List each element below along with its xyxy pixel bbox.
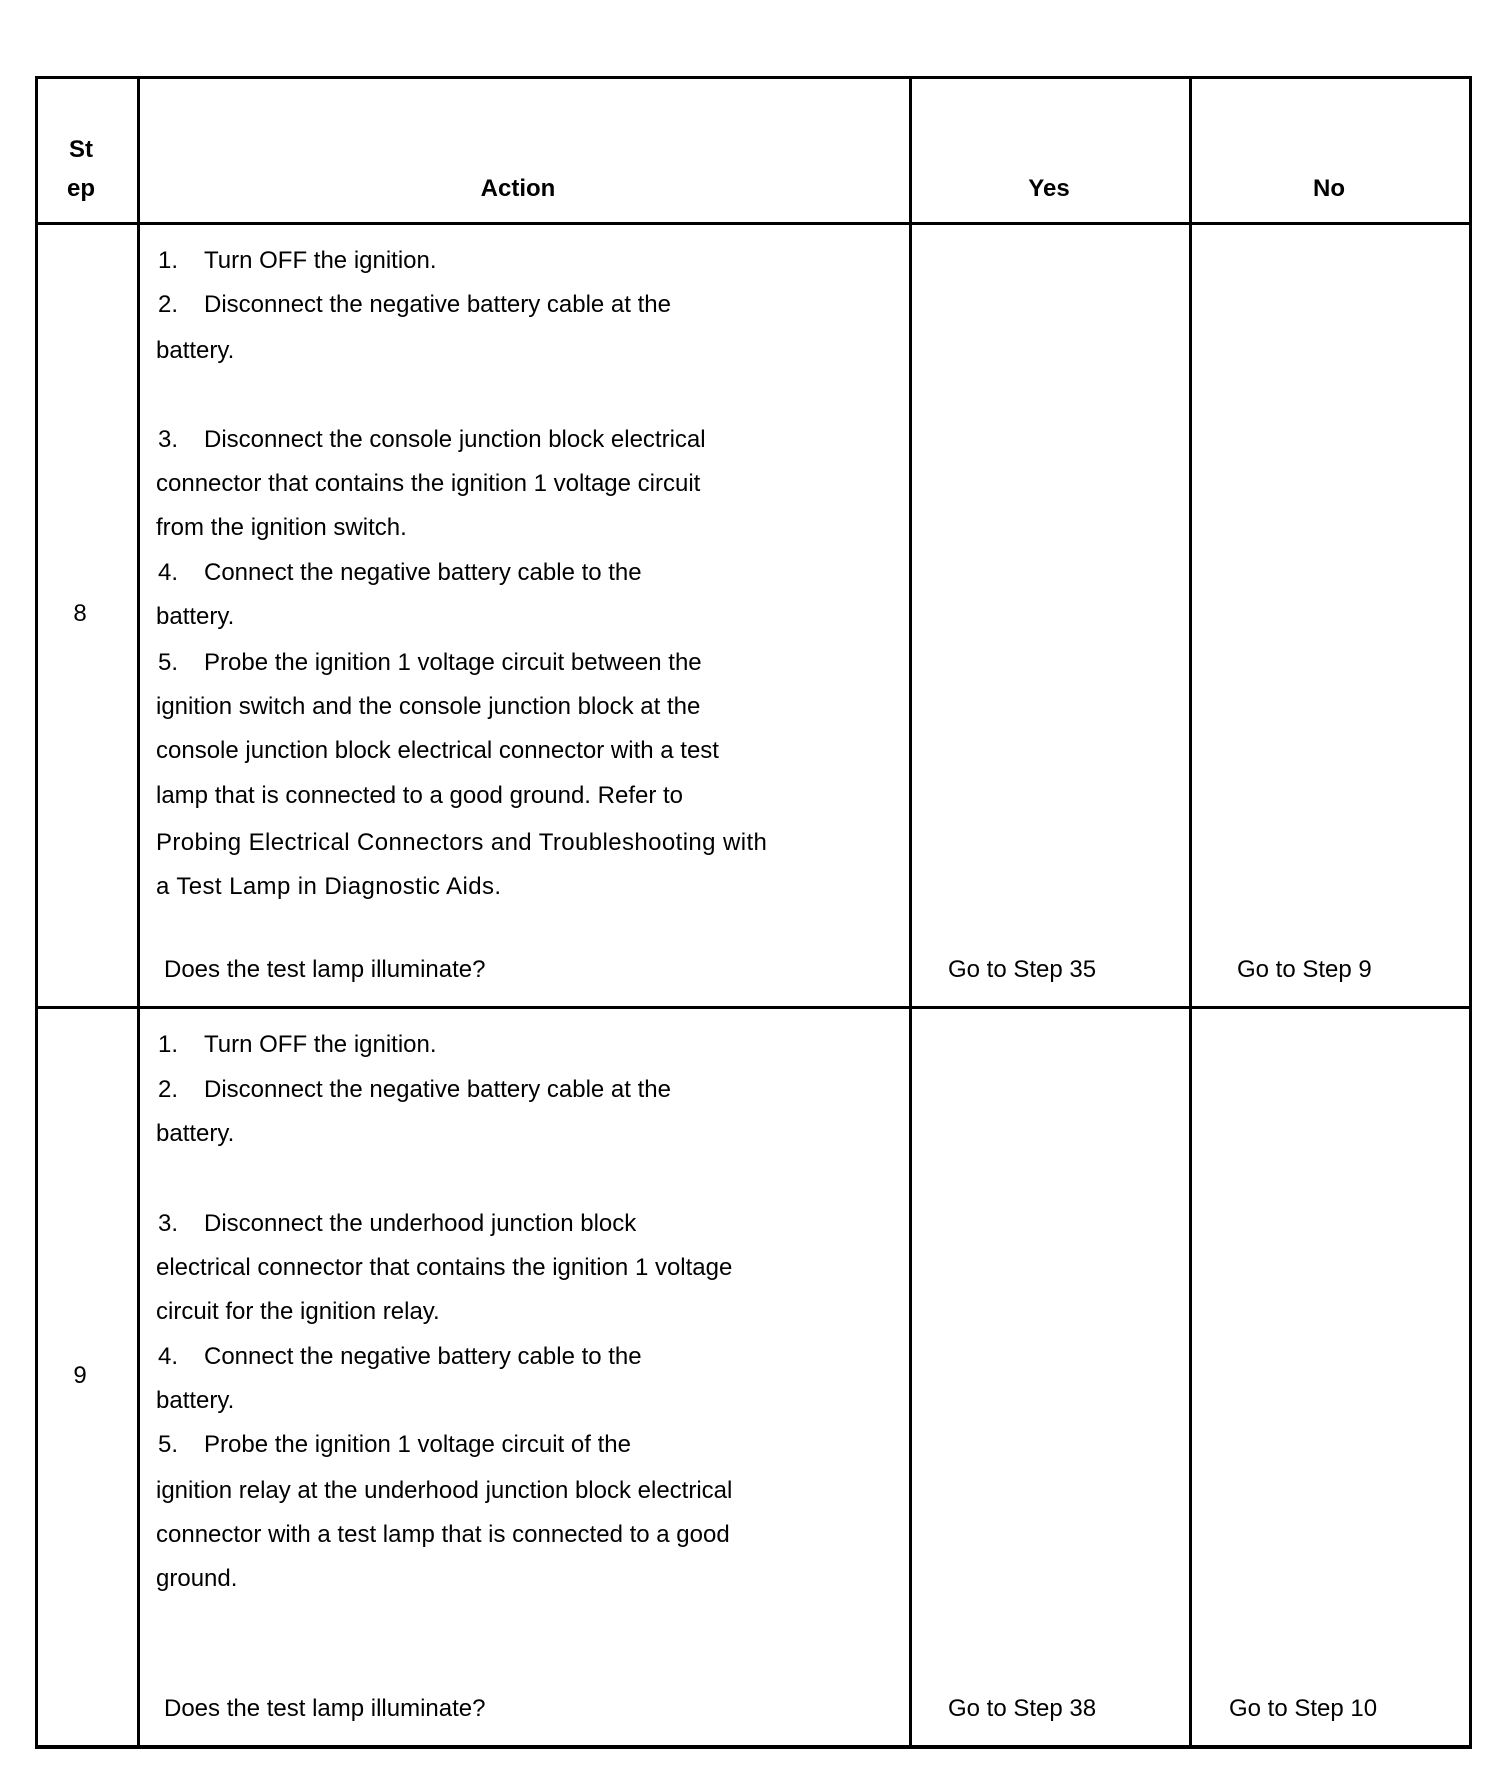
list-number: 3. [158,1210,179,1237]
action-line: circuit for the ignition relay. [156,1298,440,1325]
header-yes: Yes [1028,175,1070,202]
action-line: ignition switch and the console junction block at the [156,693,701,720]
list-number: 1. [158,247,179,274]
column-divider-yes [1189,76,1192,1749]
list-number: 2. [158,291,179,318]
reference-link-text[interactable]: a Test Lamp in Diagnostic Aids. [156,873,502,900]
action-line: Turn OFF the ignition. [204,1031,437,1058]
action-line: lamp that is connected to a good ground. Refer to [156,782,684,809]
list-number: 5. [158,1431,179,1458]
action-line: battery. [156,1387,235,1414]
list-number: 3. [158,426,179,453]
action-line: Disconnect the negative battery cable at the [204,291,671,318]
list-number: 5. [158,649,179,676]
action-line: Disconnect the negative battery cable at the [204,1076,671,1103]
header-action: Action [480,175,556,202]
question: Does the test lamp illuminate? [164,956,486,983]
step-number: 9 [73,1362,87,1389]
action-line: Connect the negative battery cable to the [204,1343,642,1370]
no-result: Go to Step 10 [1229,1695,1378,1722]
action-line: Disconnect the console junction block electrical [204,426,706,453]
action-line: from the ignition switch. [156,514,407,541]
yes-result: Go to Step 38 [948,1695,1097,1722]
action-line: battery. [156,603,235,630]
action-line: Turn OFF the ignition. [204,247,437,274]
action-line: Disconnect the underhood junction block [204,1210,637,1237]
action-line: ground. [156,1565,238,1592]
list-number: 2. [158,1076,179,1103]
reference-link-text[interactable]: Probing Electrical Connectors and Troubleshooting with [156,829,768,856]
action-line: Probe the ignition 1 voltage circuit of the [204,1431,631,1458]
header-step-line1: St [69,136,93,163]
table-border-bottom [35,1745,1472,1749]
column-divider-step [137,76,140,1749]
action-line: battery. [156,337,235,364]
column-divider-action [909,76,912,1749]
list-number: 4. [158,559,179,586]
action-line: ignition relay at the underhood junction block electrical [156,1477,733,1504]
no-result: Go to Step 9 [1237,956,1372,983]
action-line: battery. [156,1120,235,1147]
list-number: 1. [158,1031,179,1058]
action-line: connector that contains the ignition 1 voltage circuit [156,470,701,497]
question: Does the test lamp illuminate? [164,1695,486,1722]
row-divider [35,1006,1472,1009]
action-line: Connect the negative battery cable to the [204,559,642,586]
header-step-line2: ep [66,175,96,202]
header-no: No [1313,175,1345,202]
action-line: console junction block electrical connector with a test [156,737,719,764]
list-number: 4. [158,1343,179,1370]
table-border-right [1469,76,1472,1749]
step-number: 8 [73,600,87,627]
action-line: Probe the ignition 1 voltage circuit between the [204,649,702,676]
action-line: connector with a test lamp that is connected to a good [156,1521,730,1548]
table-border-left [35,76,38,1749]
yes-result: Go to Step 35 [948,956,1097,983]
table-border-top [35,76,1472,79]
action-line: electrical connector that contains the ignition 1 voltage [156,1254,733,1281]
header-divider [35,222,1472,225]
